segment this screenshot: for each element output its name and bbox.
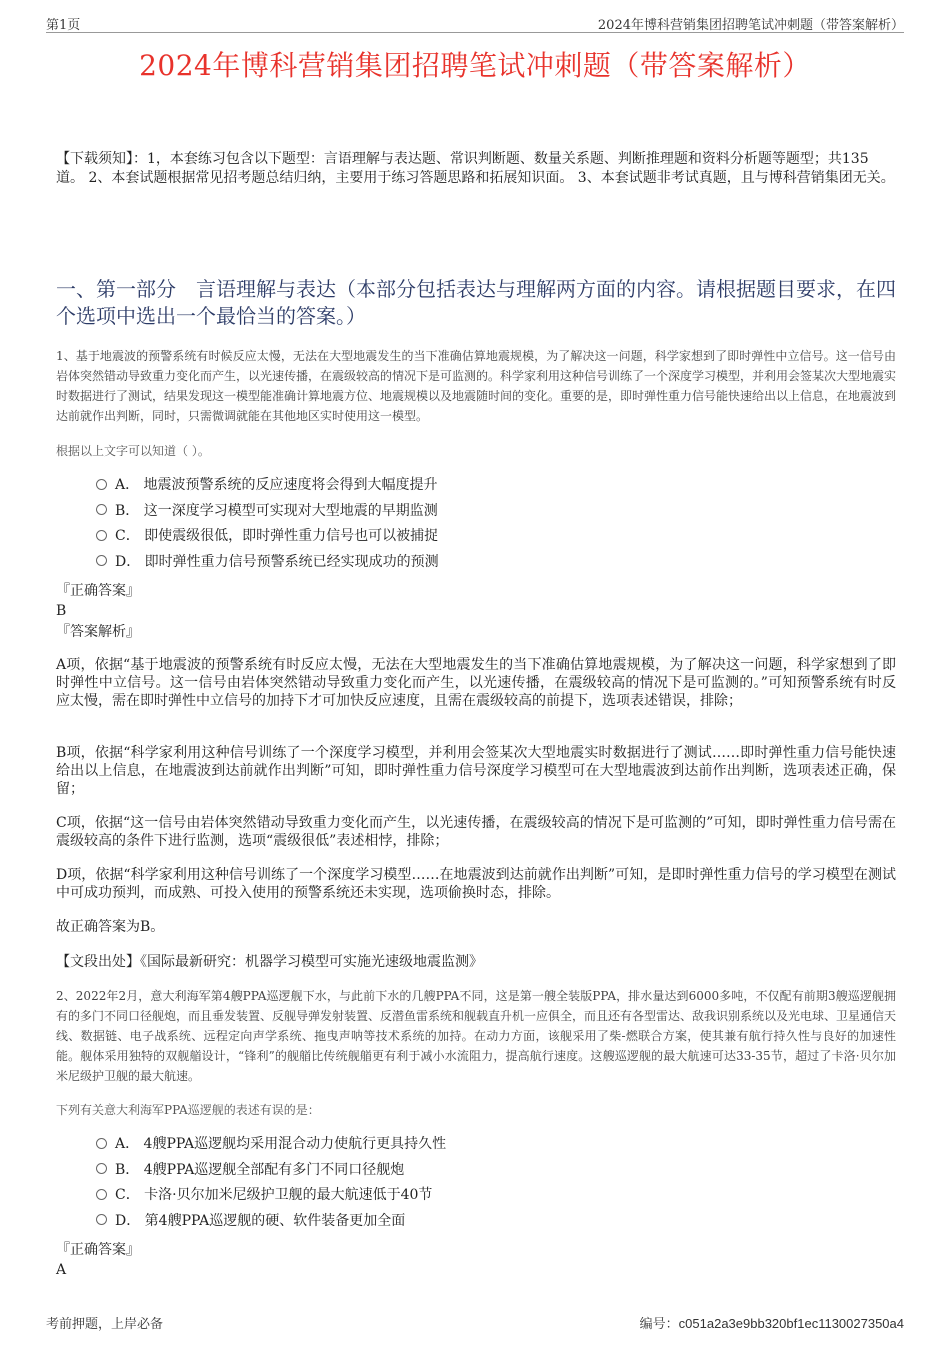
radio-icon[interactable] <box>96 504 107 515</box>
q1-explanation-a: A项，依据“基于地震波的预警系统有时反应太慢，无法在大型地震发生的当下准确估算地震规模，为了解决这一问题，科学家想到了即时弹性中立信号。这一信号由岩体突然错动导致重力变化而产生，以光速传播，在震级较高的情况下是可监测的。”可知预警系统有时反应太慢，需在即时弹性中立信号的加持下才可加快反应速度，且需在震级较高的前提下，选项表述错误，排除； <box>56 657 896 709</box>
option-label: D． 第4艘PPA巡逻舰的硬、软件装备更加全面 <box>115 1212 406 1229</box>
radio-icon[interactable] <box>96 1138 107 1149</box>
option-label: C． 卡洛·贝尔加米尼级护卫舰的最大航速低于40节 <box>115 1187 433 1203</box>
option-label: B． 4艘PPA巡逻舰全部配有多门不同口径舰炮 <box>115 1161 405 1178</box>
question-2-text: 2、2022年2月，意大利海军第4艘PPA巡逻舰下水，与此前下水的几艘PPA不同，这是第一艘全装版PPA，排水量达到6000多吨，不仅配有前期3艘巡逻舰拥有的多门不同口径舰炮，而且垂发装置、反舰导弹发射装置、反潜鱼雷系统和舰载直升机一应俱全，而且还有各型雷达、敌我识别系统以及光电球、卫星通信天线、数据链、电子战系统、远程定向声学系统、拖曳声呐等技术系统的加持。在动力方面，该舰采用了柴-燃联合方案，使其兼有航行持久性与良好的加速性能。舰体采用独特的双舰艏设计，“锋利”的舰艏比传统舰艏更有利于减小水流阻力，提高航行速度。这艘巡逻舰的最大航速可达33-35节，超过了卡洛·贝尔加米尼级护卫舰的最大航速。 <box>56 989 897 1083</box>
footer-code-value: c051a2a3e9bb320bf1ec1130027350a4 <box>678 1316 904 1331</box>
download-notice: 【下载须知】：1，本套练习包含以下题型：言语理解与表达题、常识判断题、数量关系题、判断推理题和资料分析题等题型；共135道。 2、本套试题根据常见招考题总结归纳，主要用于练习答题思路和拓展知识面。 3、本套试题非考试真题，且与博科营销集团无关。 <box>56 151 895 186</box>
radio-icon[interactable] <box>96 479 107 490</box>
q1-conclusion: 故正确答案为B。 <box>56 919 165 935</box>
q1-option-b[interactable] <box>96 499 876 525</box>
page-number: 第1页 <box>46 18 81 33</box>
q1-explanation-b: B项，依据“科学家利用这种信号训练了一个深度学习模型，并利用会签某次大型地震实时数据进行了测试……即时弹性重力信号能快速给出以上信息，在地震波到达前就作出判断”可知，即时弹性重力信号深度学习模型可在大型地震波到达前作出判断，选项表述正确，保留； <box>56 745 896 797</box>
q2-option-d[interactable] <box>96 1209 876 1235</box>
footer-motto: 考前押题，上岸必备 <box>46 1317 164 1332</box>
q2-answer-label: 『正确答案』 <box>56 1242 140 1258</box>
q1-source: 【文段出处】《国际最新研究：机器学习模型可实施光速级地震监测》 <box>56 954 483 970</box>
q2-option-a[interactable] <box>96 1132 876 1158</box>
question-2-prompt: 下列有关意大利海军PPA巡逻舰的表述有误的是： <box>56 1103 320 1117</box>
section-heading: 一、第一部分 言语理解与表达（本部分包括表达与理解两方面的内容。请根据题目要求，在四个选项中选出一个最恰当的答案。） <box>56 277 896 328</box>
q1-explanation-d: D项，依据“科学家利用这种信号训练了一个深度学习模型……在地震波到达前就作出判断”可知，是即时弹性重力信号的学习模型在测试中可成功预判，而成熟、可投入使用的预警系统还未实现，选项偷换时态，排除。 <box>56 867 896 901</box>
q1-explanation-c: C项，依据“这一信号由岩体突然错动导致重力变化而产生，以光速传播，在震级较高的情况下是可监测的”可知，即时弹性重力信号需在震级较高的条件下进行监测，选项“震级很低”表述相悖，排除； <box>56 815 896 849</box>
option-label: A． 4艘PPA巡逻舰均采用混合动力使航行更具持久性 <box>115 1136 447 1152</box>
question-1-options <box>96 473 876 575</box>
q1-analysis-label: 『答案解析』 <box>56 624 140 640</box>
option-label: A． 地震波预警系统的反应速度将会得到大幅度提升 <box>115 477 438 493</box>
radio-icon[interactable] <box>96 1163 107 1174</box>
document-title: 2024年博科营销集团招聘笔试冲刺题（带答案解析） <box>139 49 811 82</box>
radio-icon[interactable] <box>96 1189 107 1200</box>
question-1-prompt: 根据以上文字可以知道（ ）。 <box>56 444 210 458</box>
option-label: B． 这一深度学习模型可实现对大型地震的早期监测 <box>115 502 438 519</box>
q1-option-a[interactable] <box>96 473 876 499</box>
radio-icon[interactable] <box>96 530 107 541</box>
q2-option-b[interactable] <box>96 1158 876 1184</box>
radio-icon[interactable] <box>96 1214 107 1225</box>
q1-answer: B <box>56 603 67 619</box>
footer-code <box>640 1313 904 1332</box>
q2-option-c[interactable] <box>96 1183 876 1209</box>
header-doc-title: 2024年博科营销集团招聘笔试冲刺题（带答案解析） <box>597 18 904 33</box>
q2-answer: A <box>56 1262 67 1278</box>
q1-option-c[interactable] <box>96 524 876 550</box>
q1-option-d[interactable] <box>96 550 876 576</box>
question-2-options <box>96 1132 876 1234</box>
page-header <box>46 14 904 33</box>
option-label: C． 即使震级很低，即时弹性重力信号也可以被捕捉 <box>115 528 439 544</box>
footer-code-label: 编号： <box>639 1317 679 1332</box>
page-footer <box>46 1313 904 1331</box>
radio-icon[interactable] <box>96 555 107 566</box>
option-label: D． 即时弹性重力信号预警系统已经实现成功的预测 <box>115 553 439 570</box>
q1-answer-label: 『正确答案』 <box>56 583 140 599</box>
question-1-text: 1、基于地震波的预警系统有时候反应太慢，无法在大型地震发生的当下准确估算地震规模，为了解决这一问题，科学家想到了即时弹性中立信号。这一信号由岩体突然错动导致重力变化而产生，以光速传播，在震级较高的情况下是可监测的。科学家利用这种信号训练了一个深度学习模型，并利用会签某次大型地震实时数据进行了测试，结果发现这一模型能准确计算地震方位、地震规模以及地震随时间的变化。重要的是，即时弹性重力信号能快速给出以上信息，在地震波到达前就作出判断，同时，只需微调就能在其他地区实时使用这一模型。 <box>56 349 897 423</box>
